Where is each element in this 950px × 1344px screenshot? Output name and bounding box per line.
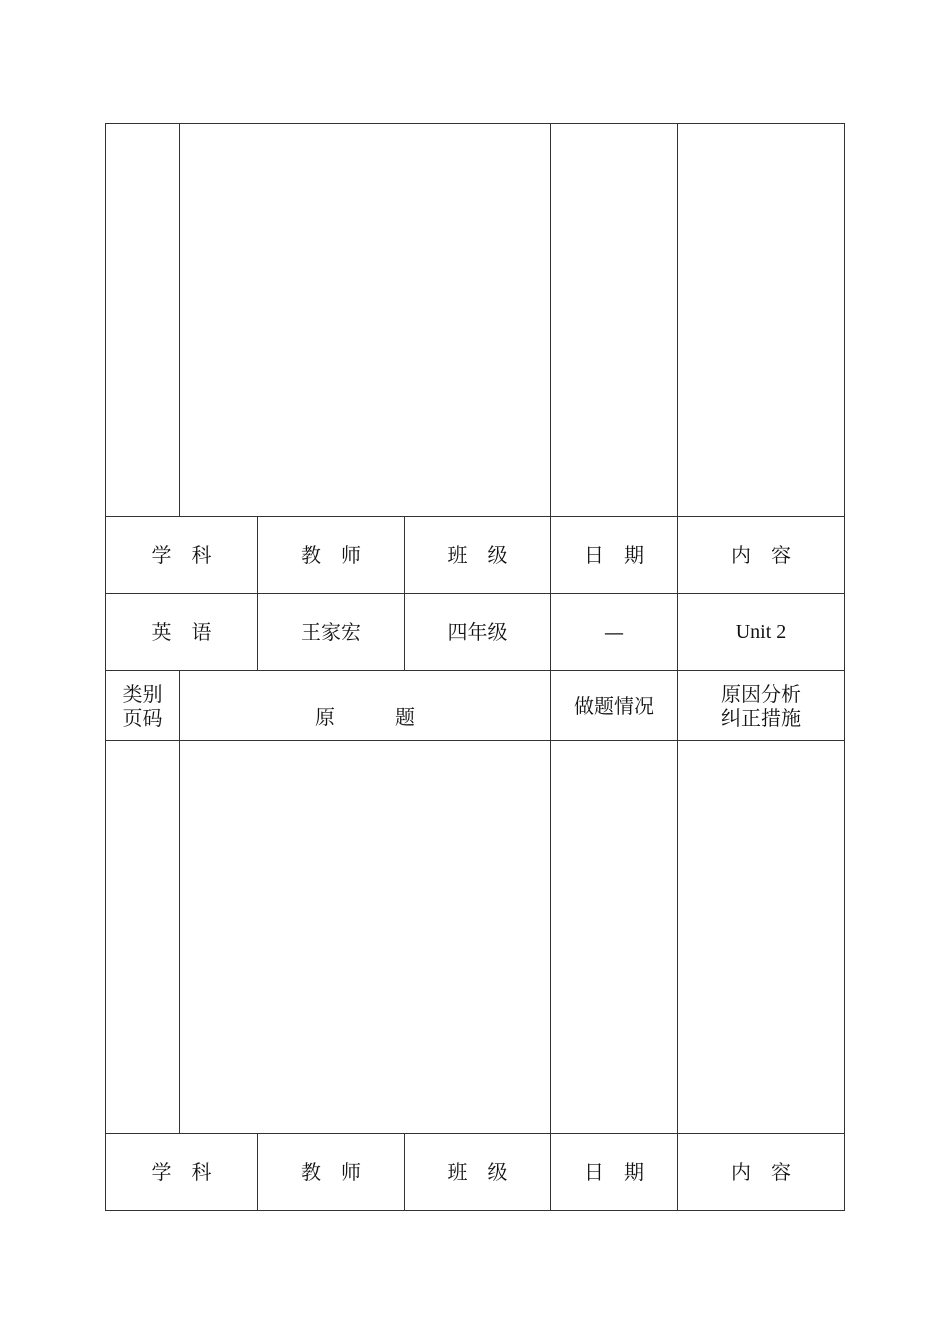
original-question-cell[interactable] [180, 124, 550, 516]
subject-label: 学 科 [151, 543, 212, 567]
teacher-label: 教 师 [301, 1160, 361, 1184]
date-label: 日 期 [584, 1160, 644, 1184]
analysis-header [678, 671, 844, 740]
teacher-value: 王家宏 [301, 620, 361, 644]
category-page-cell[interactable] [106, 741, 179, 1133]
content-label: 内 容 [731, 1160, 791, 1184]
performance-cell[interactable] [551, 741, 677, 1133]
original-question-header [180, 671, 550, 740]
category-page-cell[interactable] [106, 124, 179, 516]
date-value: — [604, 620, 624, 644]
content-label: 内 容 [731, 543, 791, 567]
date-label: 日 期 [584, 543, 644, 567]
analysis-header-line2: 纠正措施 [721, 705, 801, 730]
category-header-line2: 页码 [122, 705, 163, 730]
performance-header: 做题情况 [574, 693, 654, 718]
subject-label: 学 科 [151, 1160, 212, 1184]
category-page-header [106, 671, 179, 740]
performance-cell[interactable] [551, 124, 677, 516]
category-header-line1: 类别 [122, 681, 163, 706]
content-value: Unit 2 [735, 621, 787, 643]
analysis-cell[interactable] [678, 124, 844, 516]
analysis-cell[interactable] [678, 741, 844, 1133]
table-border-bottom [105, 1210, 845, 1211]
grade-class-label: 班 级 [447, 543, 508, 567]
original-question-cell[interactable] [180, 741, 550, 1133]
analysis-header-line1: 原因分析 [721, 681, 801, 706]
grade-class-value: 四年级 [447, 620, 508, 644]
teacher-label: 教 师 [301, 543, 361, 567]
subject-value: 英 语 [151, 620, 212, 644]
grade-class-label: 班 级 [447, 1160, 508, 1184]
table-border-right [844, 123, 845, 1211]
original-question-header-text: 原 题 [315, 704, 415, 729]
